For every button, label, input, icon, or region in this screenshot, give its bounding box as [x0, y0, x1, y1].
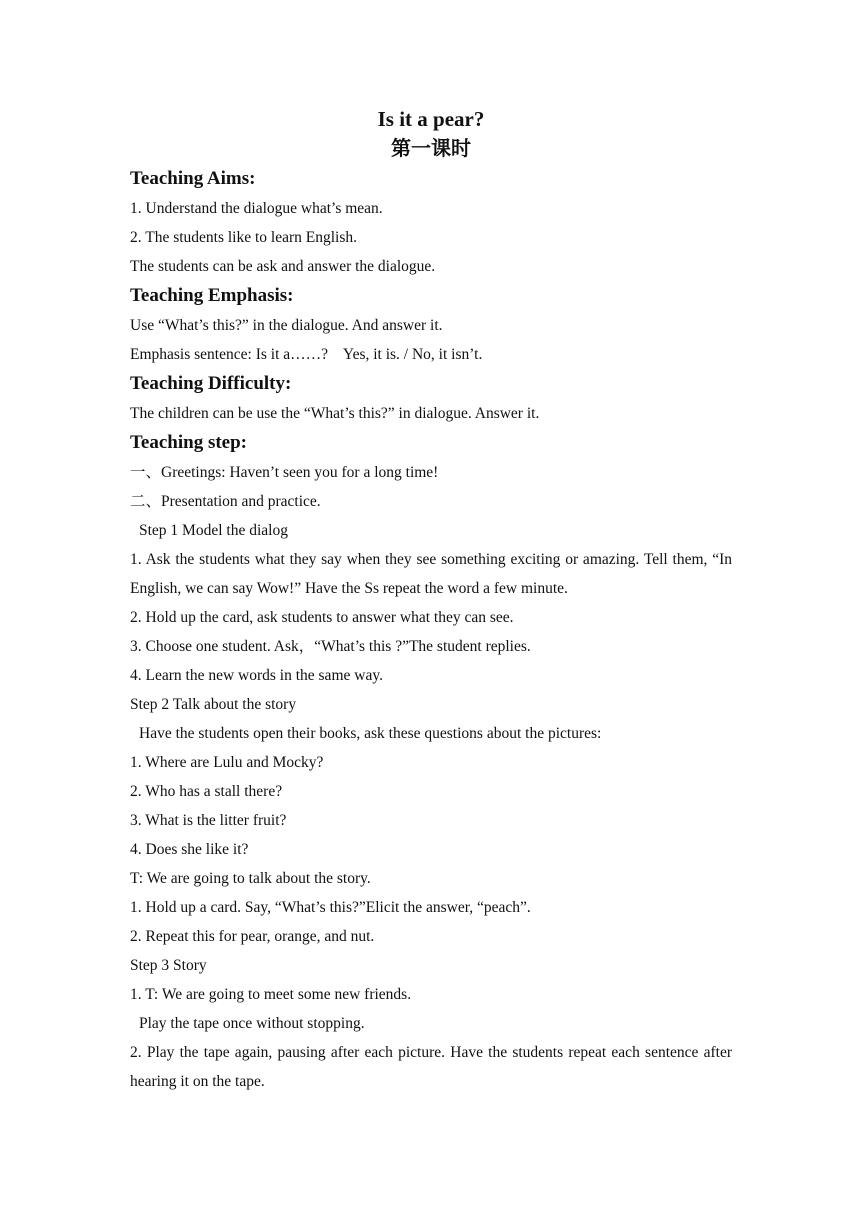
- step-line: 2. Who has a stall there?: [130, 783, 283, 800]
- emphasis-line: Use “What’s this?” in the dialogue. And answer it.: [130, 317, 443, 334]
- step-line: 2. Hold up the card, ask students to answer what they can see.: [130, 609, 514, 626]
- teaching-difficulty-section: [130, 369, 732, 428]
- step-line: 3. What is the litter fruit?: [130, 812, 287, 829]
- document-title: Is it a pear?: [377, 107, 485, 131]
- step-line: 4. Does she like it?: [130, 841, 249, 858]
- aim-line: 1. Understand the dialogue what’s mean.: [130, 200, 383, 217]
- step-subheading: Step 3 Story: [130, 957, 207, 974]
- emphasis-line: Emphasis sentence: Is it a……? Yes, it is. / No, it isn’t.: [130, 346, 483, 363]
- document-page: [130, 104, 736, 1096]
- teaching-emphasis-section: [130, 281, 732, 369]
- teaching-step-section: [130, 428, 736, 1096]
- step-line: 1. Where are Lulu and Mocky?: [130, 754, 324, 771]
- teaching-emphasis-heading: Teaching Emphasis:: [130, 285, 294, 306]
- step-line: 3. Choose one student. Ask，“What’s this ?”The student replies.: [130, 638, 531, 655]
- aim-line: 2. The students like to learn English.: [130, 229, 358, 246]
- step-subheading: Step 1 Model the dialog: [139, 522, 288, 539]
- difficulty-line: The children can be use the “What’s this?” in dialogue. Answer it.: [130, 405, 540, 422]
- teaching-aims-section: [130, 164, 732, 281]
- teaching-step-heading: Teaching step:: [130, 432, 248, 453]
- step-line: 一、Greetings: Haven’t seen you for a long time!: [130, 464, 439, 481]
- step-line: T: We are going to talk about the story.: [130, 870, 371, 887]
- step-line: 4. Learn the new words in the same way.: [130, 667, 383, 684]
- step-line: Play the tape once without stopping.: [139, 1015, 365, 1032]
- step-line: 二、Presentation and practice.: [130, 493, 321, 510]
- teaching-aims-heading: Teaching Aims:: [130, 168, 256, 189]
- step-line: 1. Hold up a card. Say, “What’s this?”Elicit the answer, “peach”.: [130, 899, 531, 916]
- step-line: 1. Ask the students what they say when they see something exciting or amazing. Tell them, “In English, we can say Wow!” Have the Ss repeat the word a few minute.: [130, 551, 736, 597]
- teaching-difficulty-heading: Teaching Difficulty:: [130, 373, 292, 394]
- step-line: 2. Play the tape again, pausing after each picture. Have the students repeat each sentence after hearing it on the tape.: [130, 1044, 736, 1090]
- step-subheading: Step 2 Talk about the story: [130, 696, 297, 713]
- step-line: Have the students open their books, ask these questions about the pictures:: [139, 725, 602, 742]
- step-line: 2. Repeat this for pear, orange, and nut.: [130, 928, 375, 945]
- step-line: 1. T: We are going to meet some new friends.: [130, 986, 412, 1003]
- aim-line: The students can be ask and answer the dialogue.: [130, 258, 436, 275]
- lesson-period: 第一课时: [391, 136, 471, 160]
